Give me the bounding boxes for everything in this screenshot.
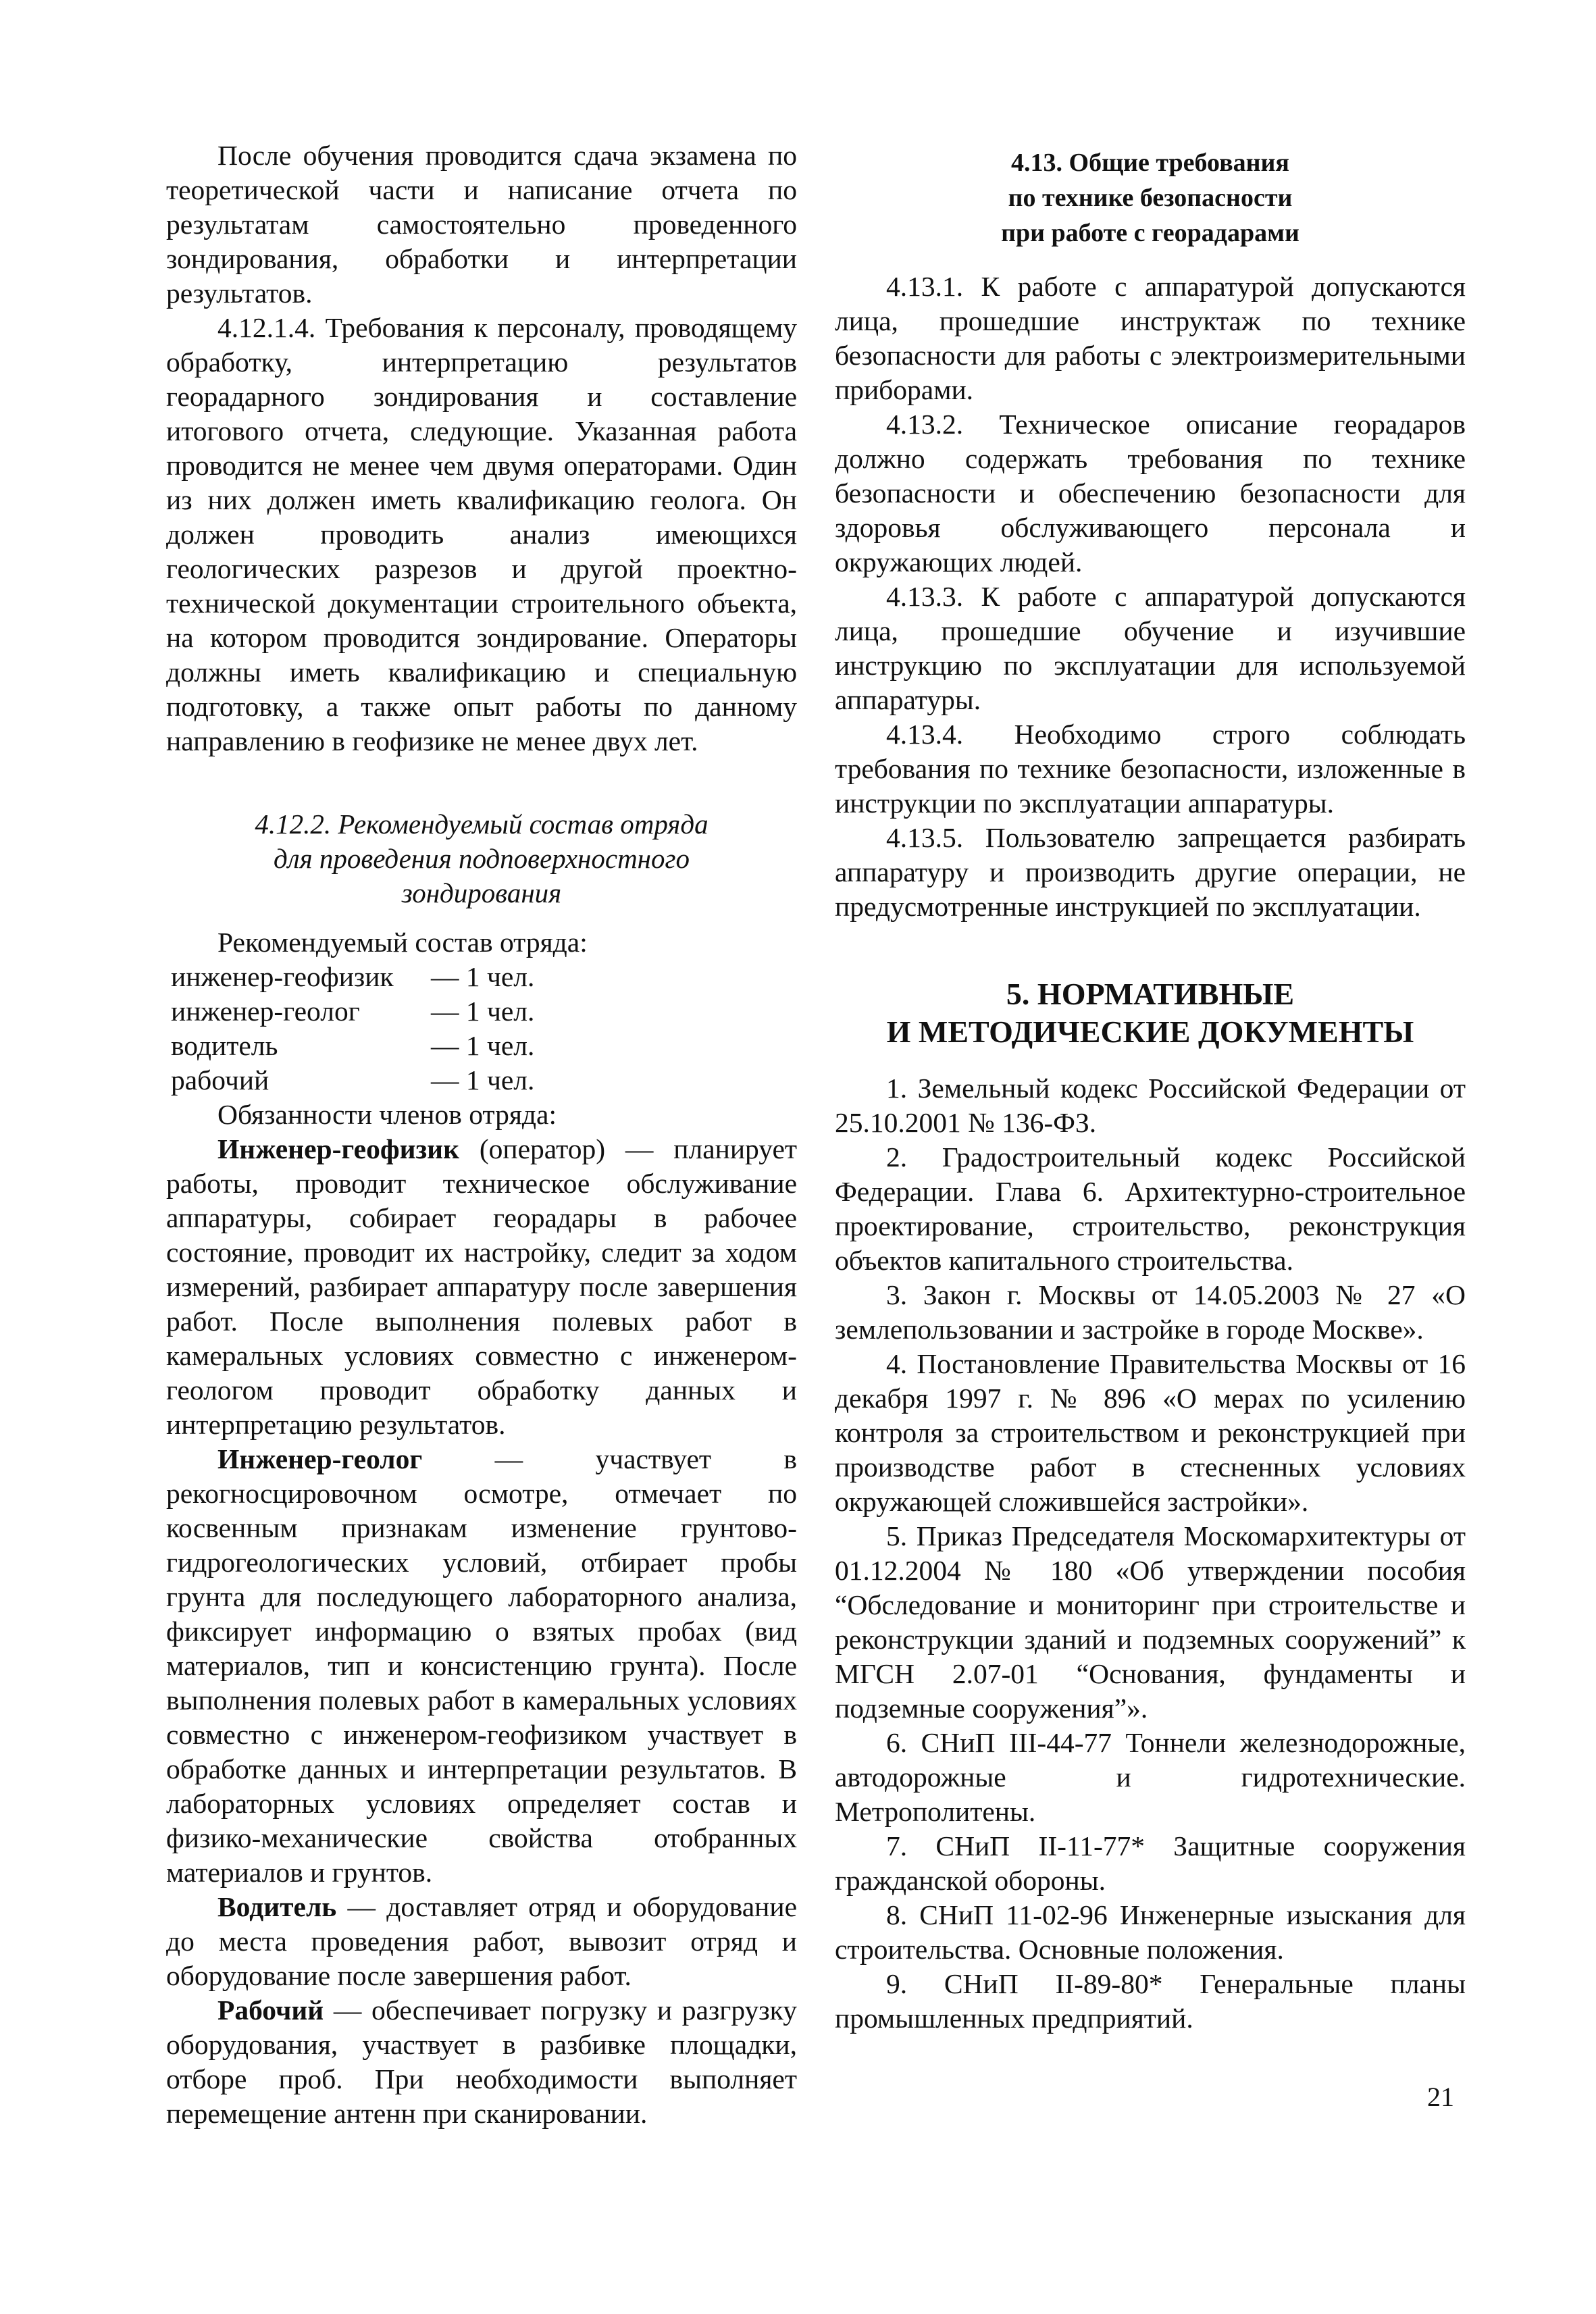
subheading-line-1: 4.12.2. Рекомендуемый состав отряда bbox=[255, 808, 709, 840]
duty-term: Инженер-геофизик bbox=[217, 1133, 459, 1164]
roster-item bbox=[166, 1029, 797, 1063]
document-item: 3. Закон г. Москвы от 14.05.2003 № 27 «О землепользовании и застройке в городе Москве». bbox=[835, 1279, 1466, 1345]
roster-item bbox=[166, 960, 797, 994]
roster-count: — 1 чел. bbox=[431, 996, 535, 1027]
roster-count: — 1 чел. bbox=[431, 1030, 535, 1061]
document-item: 7. СНиП II-11-77* Защитные сооружения гражданской обороны. bbox=[835, 1830, 1466, 1896]
page-number: 21 bbox=[1427, 2082, 1454, 2112]
roster-item bbox=[166, 1063, 797, 1098]
right-column bbox=[835, 145, 1466, 2036]
subheading-line-2: для проведения подповерхностного bbox=[273, 843, 690, 874]
document-item: 5. Приказ Председателя Москомархитектуры от 01.12.2004 № 180 «Об утверждении пособия “Обследование и мониторинг при строительстве и реконструкции зданий и подземных сооружений” к МГСН 2.07-01 “Основания, фундаменты и подземные сооружения”». bbox=[835, 1520, 1466, 1724]
paragraph-exam: После обучения проводится сдача экзамена по теоретической части и написание отчета по результатам самостоятельно проведенного зондирования, обработки и интерпретации результатов. bbox=[166, 140, 797, 309]
duties-intro: Обязанности членов отряда: bbox=[217, 1099, 557, 1130]
roster-item bbox=[166, 994, 797, 1029]
document-item: 2. Градостроительный кодекс Российской Федерации. Глава 6. Архитектурно-строительное проектирование, строительство, реконструкция объектов капитального строительства. bbox=[835, 1141, 1466, 1276]
roster-intro: Рекомендуемый состав отряда: bbox=[217, 927, 588, 958]
duty-term: Рабочий bbox=[217, 1995, 324, 2026]
safety-item: 4.13.2. Техническое описание георадаров должно содержать требования по технике безопасности и обеспечению безопасности для здоровья обслуживающего персонала и окружающих людей. bbox=[835, 409, 1466, 577]
heading-5-line-2: И МЕТОДИЧЕСКИЕ ДОКУМЕНТЫ bbox=[886, 1014, 1414, 1049]
duty-driver bbox=[166, 1890, 797, 1993]
duty-worker bbox=[166, 1993, 797, 2131]
roster-list bbox=[166, 960, 797, 1098]
heading-5-line-1: 5. НОРМАТИВНЫЕ bbox=[1006, 977, 1295, 1011]
safety-item: 4.13.3. К работе с аппаратурой допускаются лица, прошедшие обучение и изучившие инструкцию по эксплуатации для используемой аппаратуры. bbox=[835, 581, 1466, 715]
roster-role: рабочий bbox=[171, 1064, 269, 1096]
document-item: 9. СНиП II-89-80* Генеральные планы промышленных предприятий. bbox=[835, 1968, 1466, 2034]
document-item: 1. Земельный кодекс Российской Федерации от 25.10.2001 № 136-ФЗ. bbox=[835, 1073, 1466, 1138]
roster-role: инженер-геолог bbox=[171, 996, 360, 1027]
heading-5 bbox=[835, 975, 1466, 1051]
paragraph-4-12-1-4: 4.12.1.4. Требования к персоналу, проводящему обработку, интерпретацию результатов георадарного зондирования и составление итогового отчета, следующие. Указанная работа проводится не менее чем двумя операторами. Один из них должен иметь квалификацию геолога. Он должен проводить анализ имеющихся геологических разрезов и другой проектно-технической документации строительного объекта, на котором проводится зондирование. Операторы должны иметь квалификацию и специальную подготовку, а также опыт работы по данному направлению в геофизике не менее двух лет. bbox=[166, 312, 797, 756]
left-column bbox=[166, 138, 797, 2131]
duty-text: — участвует в рекогносцировочном осмотре, отмечает по косвенным признакам изменение грунтово-гидрогеологических условий, отбирает пробы грунта для последующего лабораторного анализа, фиксирует информацию о взятых пробах (вид материалов, тип и консистенцию грунта). После выполнения полевых работ в камеральных условиях совместно с инженером-геофизиком участвует в обработке данных и интерпретации результатов. В лабораторных условиях определяет состав и физико-механические свойства отобранных материалов и грунтов. bbox=[166, 1443, 797, 1888]
duty-text: (оператор) — планирует работы, проводит техническое обслуживание аппаратуры, собирает георадары в рабочее состояние, проводит их настройку, следит за ходом измерений, разбирает аппаратуру после завершения работ. После выполнения полевых работ в камеральных условиях совместно с инженером-геологом проводит обработку данных и интерпретацию результатов. bbox=[166, 1133, 797, 1440]
roster-count: — 1 чел. bbox=[431, 1064, 535, 1096]
heading-4-13-line-1: 4.13. Общие требования bbox=[1011, 149, 1289, 177]
safety-item: 4.13.1. К работе с аппаратурой допускаются лица, прошедшие инструктаж по технике безопасности для работы с электроизмерительными приборами. bbox=[835, 271, 1466, 405]
roster-role: водитель bbox=[171, 1030, 278, 1061]
duty-geophysicist bbox=[166, 1132, 797, 1442]
document-item: 8. СНиП 11-02-96 Инженерные изыскания для строительства. Основные положения. bbox=[835, 1899, 1466, 1965]
safety-item: 4.13.4. Необходимо строго соблюдать требования по технике безопасности, изложенные в инструкции по эксплуатации аппаратуры. bbox=[835, 719, 1466, 819]
duty-text: — обеспечивает погрузку и разгрузку оборудования, участвует в разбивке площадки, отборе проб. При необходимости выполняет перемещение антенн при сканировании. bbox=[166, 1995, 797, 2129]
duty-geologist bbox=[166, 1442, 797, 1890]
duty-text: — доставляет отряд и оборудование до места проведения работ, вывозит отряд и оборудование после завершения работ. bbox=[166, 1891, 797, 1991]
duty-term: Водитель bbox=[217, 1891, 337, 1922]
heading-4-13 bbox=[835, 145, 1466, 251]
heading-4-13-line-3: при работе с георадарами bbox=[1001, 219, 1299, 247]
document-item: 6. СНиП III-44-77 Тоннели железнодорожные, автодорожные и гидротехнические. Метрополитены. bbox=[835, 1727, 1466, 1827]
roster-role: инженер-геофизик bbox=[171, 961, 394, 992]
heading-4-13-line-2: по технике безопасности bbox=[1008, 184, 1293, 212]
roster-count: — 1 чел. bbox=[431, 961, 535, 992]
document-item: 4. Постановление Правительства Москвы от 16 декабря 1997 г. № 896 «О мерах по усилению контроля за строительством и реконструкцией при производстве работ в стесненных условиях окружающей сложившейся застройки». bbox=[835, 1348, 1466, 1517]
subheading-line-3: зондирования bbox=[401, 877, 562, 908]
subheading-4-12-2 bbox=[166, 807, 797, 910]
safety-item: 4.13.5. Пользователю запрещается разбирать аппаратуру и производить другие операции, не предусмотренные инструкцией по эксплуатации. bbox=[835, 822, 1466, 922]
duty-term: Инженер-геолог bbox=[217, 1443, 423, 1474]
